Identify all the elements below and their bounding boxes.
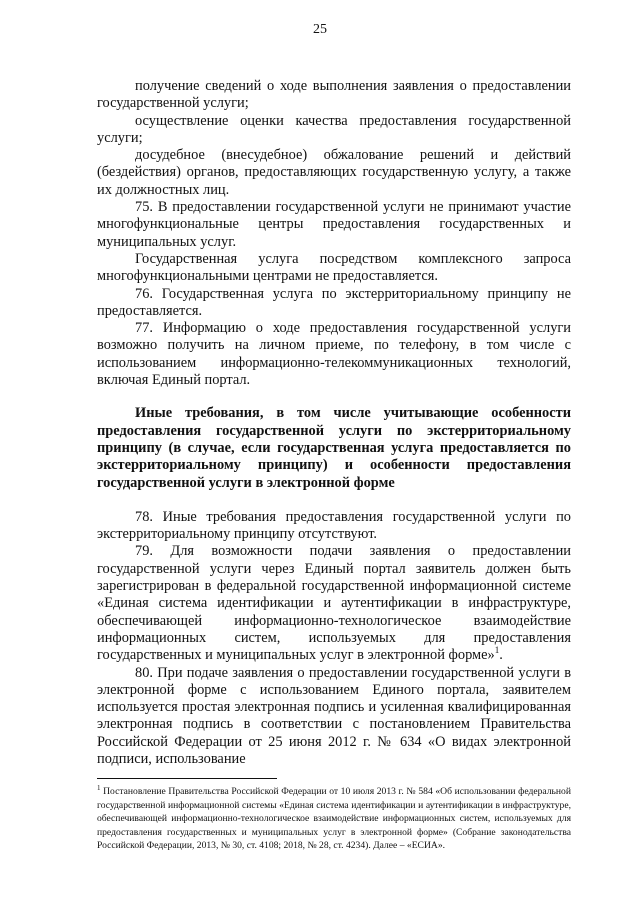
paragraph: получение сведений о ходе выполнения заявления о предоставлении государственной услуги; [97, 78, 571, 112]
footnote-marker: 1 [97, 783, 101, 792]
page-number: 25 [313, 22, 327, 37]
paragraph: осуществление оценки качества предоставления государственной услуги; [97, 112, 571, 146]
paragraph-76: 76. Государственная услуга по экстерриториальному принципу не предоставляется. [97, 285, 571, 319]
paragraph-77: 77. Информацию о ходе предоставления государственной услуги возможно получить на личном приеме, по телефону, в том числе с использованием информационно-телекоммуникационных технологий, включая Единый портал. [97, 320, 571, 389]
footnote [97, 785, 571, 853]
document-body [97, 78, 571, 768]
paragraph-75: 75. В предоставлении государственной услуги не принимают участие многофункциональные центры предоставления государственных и муниципальных услуг. [97, 199, 571, 250]
section-heading: Иные требования, в том числе учитывающие особенности предоставления государственной услуги по экстерриториальному принципу (в случае, если государственная услуга предоставляется по экстерриториальному принципу) и особенности предоставления государственной услуги в электронной форме [97, 405, 571, 491]
paragraph-79-text: 79. Для возможности подачи заявления о предоставлении государственной услуги через Единый портал заявитель должен быть зарегистрирован в федеральной государственной информационной системе «Единая система идентификации и аутентификации в инфраструктуре, обеспечивающей информационно-технологическое взаимодействие информационных систем, используемых для предоставления государственных и муниципальных услуг в электронной форме» [97, 543, 571, 664]
paragraph: досудебное (внесудебное) обжалование решений и действий (бездействия) органов, предоставляющих государственную услугу, а также их должностных лиц. [97, 147, 571, 198]
paragraph: Государственная услуга посредством комплексного запроса многофункциональными центрами не предоставляется. [97, 250, 571, 285]
footnote-reference: 1 [494, 645, 500, 656]
paragraph-79: 79. Для возможности подачи заявления о предоставлении государственной услуги через Единый портал заявитель должен быть зарегистрирован в федеральной государственной информационной системе «Единая система идентификации и аутентификации в инфраструктуре, обеспечивающей информационно-технологическое взаимодействие информационных систем, используемых для предоставления государственных и муниципальных услуг в электронной форме»$^1$. [97, 543, 571, 664]
paragraph-78: 78. Иные требования предоставления государственной услуги по экстерриториальному принципу отсутствуют. [97, 508, 571, 543]
footnote-divider [97, 778, 277, 779]
footnote-text: Постановление Правительства Российской Федерации от 10 июля 2013 г. № 584 «Об использовании федеральной государственной информационной системы «Единая система идентификации и аутентификации в инфраструктуре, обеспечивающей информационно-технологическое взаимодействие информационных систем, используемых для предоставления государственных и муниципальных услуг в электронной форме» (Собрание законодательства Российской Федерации, 2013, № 30, ст. 4108; 2018, № 28, ст. 4234). Далее – «ЕСИА». [97, 786, 571, 851]
paragraph-80: 80. При подаче заявления о предоставлении государственной услуги в электронной форме с использованием Единого портала, заявителем используется простая электронная подпись и усиленная квалифицированная электронная подпись в соответствии с постановлением Правительства Российской Федерации от 25 июня 2012 г. № 634 «О видах электронной подписи, использование [97, 664, 571, 767]
